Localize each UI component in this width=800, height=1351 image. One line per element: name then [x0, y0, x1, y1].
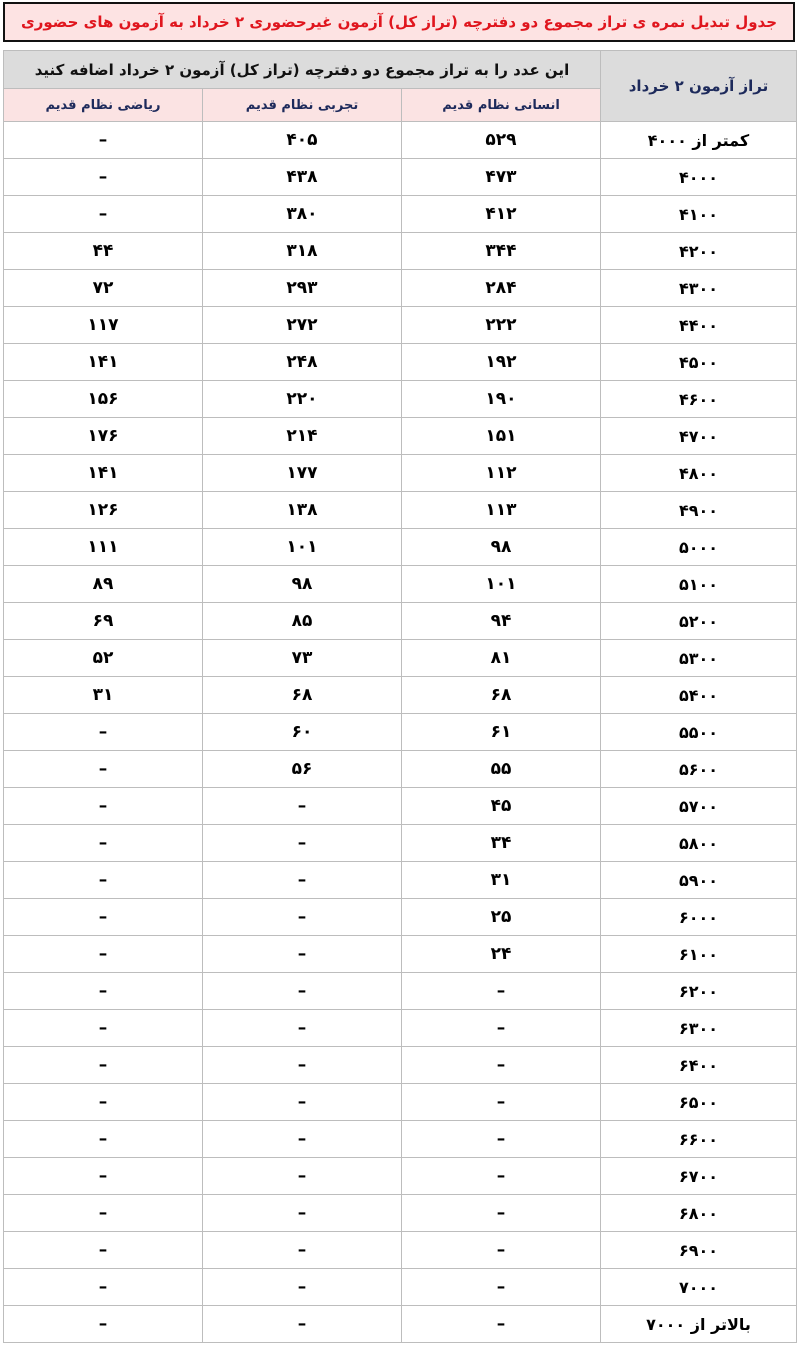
level-cell: ۴۱۰۰ — [601, 196, 797, 233]
ensani-cell: ۱۱۲ — [402, 455, 601, 492]
tajrobi-cell: – — [203, 1121, 402, 1158]
riazi-cell: – — [4, 825, 203, 862]
tajrobi-cell: – — [203, 1232, 402, 1269]
table-row — [4, 196, 797, 233]
tajrobi-cell: – — [203, 1047, 402, 1084]
riazi-cell: – — [4, 1269, 203, 1306]
riazi-cell: – — [4, 1195, 203, 1232]
table-row — [4, 233, 797, 270]
tajrobi-cell: ۴۰۵ — [203, 122, 402, 159]
table-row — [4, 529, 797, 566]
tajrobi-cell: – — [203, 1269, 402, 1306]
level-cell: ۶۱۰۰ — [601, 936, 797, 973]
page-title: جدول تبدیل نمره ی تراز مجموع دو دفترچه (تراز کل) آزمون غیرحضوری ۲ خرداد به آزمون های حضوری — [21, 13, 778, 31]
ensani-cell: ۸۱ — [402, 640, 601, 677]
level-cell: ۴۵۰۰ — [601, 344, 797, 381]
table-row — [4, 307, 797, 344]
riazi-cell: ۱۴۱ — [4, 455, 203, 492]
level-cell: ۵۵۰۰ — [601, 714, 797, 751]
header-tajrobi: تجربی نظام قدیم — [203, 89, 402, 122]
ensani-cell: ۱۱۳ — [402, 492, 601, 529]
riazi-cell: – — [4, 1010, 203, 1047]
riazi-cell: – — [4, 1158, 203, 1195]
ensani-cell: – — [402, 1047, 601, 1084]
table-row — [4, 1158, 797, 1195]
tajrobi-cell: – — [203, 936, 402, 973]
level-cell: ۶۸۰۰ — [601, 1195, 797, 1232]
tajrobi-cell: ۳۱۸ — [203, 233, 402, 270]
ensani-cell: ۶۱ — [402, 714, 601, 751]
level-cell: ۶۵۰۰ — [601, 1084, 797, 1121]
riazi-cell: ۶۹ — [4, 603, 203, 640]
ensani-cell: ۲۴ — [402, 936, 601, 973]
level-cell: ۶۴۰۰ — [601, 1047, 797, 1084]
riazi-cell: – — [4, 714, 203, 751]
ensani-cell: ۱۵۱ — [402, 418, 601, 455]
tajrobi-cell: – — [203, 1195, 402, 1232]
header-level-column: تراز آزمون ۲ خرداد — [601, 51, 797, 122]
level-cell: ۵۴۰۰ — [601, 677, 797, 714]
riazi-cell: – — [4, 1232, 203, 1269]
riazi-cell: – — [4, 196, 203, 233]
table-row — [4, 1195, 797, 1232]
level-cell: ۶۷۰۰ — [601, 1158, 797, 1195]
table-row — [4, 1084, 797, 1121]
riazi-cell: ۷۲ — [4, 270, 203, 307]
tajrobi-cell: ۶۰ — [203, 714, 402, 751]
table-row — [4, 455, 797, 492]
tajrobi-cell: ۲۴۸ — [203, 344, 402, 381]
riazi-cell: – — [4, 751, 203, 788]
ensani-cell: ۱۰۱ — [402, 566, 601, 603]
level-cell: ۷۰۰۰ — [601, 1269, 797, 1306]
tajrobi-cell: – — [203, 862, 402, 899]
riazi-cell: ۱۲۶ — [4, 492, 203, 529]
ensani-cell: ۴۱۲ — [402, 196, 601, 233]
ensani-cell: – — [402, 973, 601, 1010]
level-cell: ۶۳۰۰ — [601, 1010, 797, 1047]
riazi-cell: – — [4, 1121, 203, 1158]
ensani-cell: ۹۴ — [402, 603, 601, 640]
riazi-cell: ۵۲ — [4, 640, 203, 677]
level-cell: ۶۶۰۰ — [601, 1121, 797, 1158]
table-row — [4, 1232, 797, 1269]
level-cell: ۵۹۰۰ — [601, 862, 797, 899]
level-cell: بالاتر از ۷۰۰۰ — [601, 1306, 797, 1343]
level-cell: ۵۲۰۰ — [601, 603, 797, 640]
riazi-cell: – — [4, 1084, 203, 1121]
riazi-cell: – — [4, 973, 203, 1010]
tajrobi-cell: ۴۳۸ — [203, 159, 402, 196]
table-body — [4, 122, 797, 1343]
table-row — [4, 825, 797, 862]
ensani-cell: ۲۲۲ — [402, 307, 601, 344]
level-cell: ۵۳۰۰ — [601, 640, 797, 677]
level-cell: ۴۲۰۰ — [601, 233, 797, 270]
table-row — [4, 936, 797, 973]
ensani-cell: – — [402, 1010, 601, 1047]
header-add-note: این عدد را به تراز مجموع دو دفترچه (تراز کل) آزمون ۲ خرداد اضافه کنید — [4, 51, 601, 89]
riazi-cell: ۱۵۶ — [4, 381, 203, 418]
level-cell: ۵۰۰۰ — [601, 529, 797, 566]
table-row — [4, 418, 797, 455]
ensani-cell: – — [402, 1084, 601, 1121]
table-row — [4, 677, 797, 714]
level-cell: ۴۷۰۰ — [601, 418, 797, 455]
ensani-cell: – — [402, 1306, 601, 1343]
riazi-cell: ۴۴ — [4, 233, 203, 270]
level-cell: ۴۶۰۰ — [601, 381, 797, 418]
conversion-table — [3, 50, 797, 1343]
ensani-cell: ۳۴۴ — [402, 233, 601, 270]
ensani-cell: ۵۲۹ — [402, 122, 601, 159]
tajrobi-cell: ۱۰۱ — [203, 529, 402, 566]
header-ensani: انسانی نظام قدیم — [402, 89, 601, 122]
level-cell: کمتر از ۴۰۰۰ — [601, 122, 797, 159]
table-row — [4, 862, 797, 899]
level-cell: ۶۲۰۰ — [601, 973, 797, 1010]
table-row — [4, 973, 797, 1010]
table-row — [4, 1306, 797, 1343]
tajrobi-cell: ۶۸ — [203, 677, 402, 714]
level-cell: ۵۸۰۰ — [601, 825, 797, 862]
table-row — [4, 603, 797, 640]
ensani-cell: ۲۵ — [402, 899, 601, 936]
level-cell: ۵۷۰۰ — [601, 788, 797, 825]
table-row — [4, 788, 797, 825]
riazi-cell: ۸۹ — [4, 566, 203, 603]
level-cell: ۴۹۰۰ — [601, 492, 797, 529]
ensani-cell: ۵۵ — [402, 751, 601, 788]
riazi-cell: ۳۱ — [4, 677, 203, 714]
riazi-cell: – — [4, 936, 203, 973]
tajrobi-cell: – — [203, 1010, 402, 1047]
tajrobi-cell: – — [203, 825, 402, 862]
riazi-cell: – — [4, 1047, 203, 1084]
ensani-cell: ۹۸ — [402, 529, 601, 566]
table-row — [4, 566, 797, 603]
ensani-cell: ۱۹۲ — [402, 344, 601, 381]
riazi-cell: ۱۱۷ — [4, 307, 203, 344]
riazi-cell: – — [4, 122, 203, 159]
header-riazi: ریاضی نظام قدیم — [4, 89, 203, 122]
table-row — [4, 899, 797, 936]
tajrobi-cell: ۷۳ — [203, 640, 402, 677]
riazi-cell: ۱۷۶ — [4, 418, 203, 455]
level-cell: ۶۰۰۰ — [601, 899, 797, 936]
tajrobi-cell: ۲۷۲ — [203, 307, 402, 344]
tajrobi-cell: ۱۳۸ — [203, 492, 402, 529]
table-row — [4, 270, 797, 307]
table-row — [4, 1047, 797, 1084]
ensani-cell: ۳۴ — [402, 825, 601, 862]
ensani-cell: – — [402, 1121, 601, 1158]
ensani-cell: – — [402, 1232, 601, 1269]
tajrobi-cell: ۸۵ — [203, 603, 402, 640]
level-cell: ۴۴۰۰ — [601, 307, 797, 344]
riazi-cell: – — [4, 159, 203, 196]
table-row — [4, 1121, 797, 1158]
title-banner — [3, 2, 795, 42]
tajrobi-cell: ۹۸ — [203, 566, 402, 603]
ensani-cell: – — [402, 1195, 601, 1232]
tajrobi-cell: ۲۹۳ — [203, 270, 402, 307]
level-cell: ۵۱۰۰ — [601, 566, 797, 603]
table-row — [4, 714, 797, 751]
ensani-cell: – — [402, 1158, 601, 1195]
tajrobi-cell: ۲۱۴ — [203, 418, 402, 455]
ensani-cell: ۱۹۰ — [402, 381, 601, 418]
tajrobi-cell: – — [203, 899, 402, 936]
tajrobi-cell: ۵۶ — [203, 751, 402, 788]
table-row — [4, 1269, 797, 1306]
tajrobi-cell: – — [203, 1158, 402, 1195]
level-cell: ۴۸۰۰ — [601, 455, 797, 492]
riazi-cell: – — [4, 899, 203, 936]
tajrobi-cell: ۳۸۰ — [203, 196, 402, 233]
ensani-cell: ۲۸۴ — [402, 270, 601, 307]
level-cell: ۴۰۰۰ — [601, 159, 797, 196]
table-row — [4, 751, 797, 788]
table-row — [4, 122, 797, 159]
level-cell: ۶۹۰۰ — [601, 1232, 797, 1269]
riazi-cell: – — [4, 788, 203, 825]
riazi-cell: ۱۱۱ — [4, 529, 203, 566]
table-header — [4, 51, 797, 122]
table-row — [4, 381, 797, 418]
tajrobi-cell: ۱۷۷ — [203, 455, 402, 492]
ensani-cell: ۶۸ — [402, 677, 601, 714]
ensani-cell: ۴۷۳ — [402, 159, 601, 196]
table-row — [4, 640, 797, 677]
table-row — [4, 1010, 797, 1047]
riazi-cell: – — [4, 1306, 203, 1343]
ensani-cell: ۳۱ — [402, 862, 601, 899]
tajrobi-cell: – — [203, 1084, 402, 1121]
tajrobi-cell: ۲۲۰ — [203, 381, 402, 418]
ensani-cell: – — [402, 1269, 601, 1306]
riazi-cell: – — [4, 862, 203, 899]
ensani-cell: ۴۵ — [402, 788, 601, 825]
table-row — [4, 492, 797, 529]
tajrobi-cell: – — [203, 1306, 402, 1343]
level-cell: ۴۳۰۰ — [601, 270, 797, 307]
table-row — [4, 344, 797, 381]
riazi-cell: ۱۴۱ — [4, 344, 203, 381]
tajrobi-cell: – — [203, 788, 402, 825]
table-row — [4, 159, 797, 196]
level-cell: ۵۶۰۰ — [601, 751, 797, 788]
tajrobi-cell: – — [203, 973, 402, 1010]
